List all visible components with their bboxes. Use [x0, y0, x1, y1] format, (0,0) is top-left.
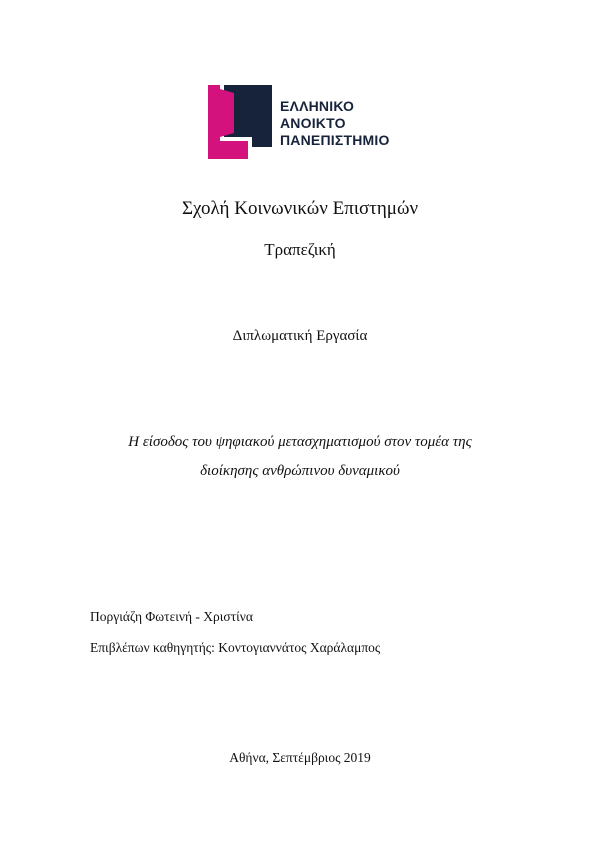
logo-emblem-icon [208, 85, 278, 159]
logo-line-1: ΕΛΛΗΝΙΚΟ [280, 98, 355, 114]
thesis-title-line-2: διοίκησης ανθρώπινου δυναμικού [200, 463, 400, 479]
supervisor-line: Επιβλέπων καθηγητής: Κοντογιαννάτος Χαράλαμπος [90, 640, 381, 655]
document-type: Διπλωματική Εργασία [232, 328, 368, 344]
logo-line-3: ΠΑΝΕΠΙΣΤΗΜΙΟ [280, 132, 390, 148]
author-name: Ποργιάζη Φωτεινή - Χριστίνα [90, 609, 253, 624]
thesis-title [0, 428, 600, 486]
school-name: Σχολή Κοινωνικών Επιστημών [181, 198, 419, 219]
university-logo [208, 85, 393, 159]
thesis-title-line-1: Η είσοδος του ψηφιακού μετασχηματισμού στον τομέα της [128, 434, 472, 450]
logo-line-2: ΑΝΟΙΚΤΟ [280, 115, 346, 131]
logo-wordmark [280, 98, 390, 149]
place-date: Αθήνα, Σεπτέμβριος 2019 [229, 750, 371, 765]
department-name: Τραπεζική [264, 240, 336, 259]
